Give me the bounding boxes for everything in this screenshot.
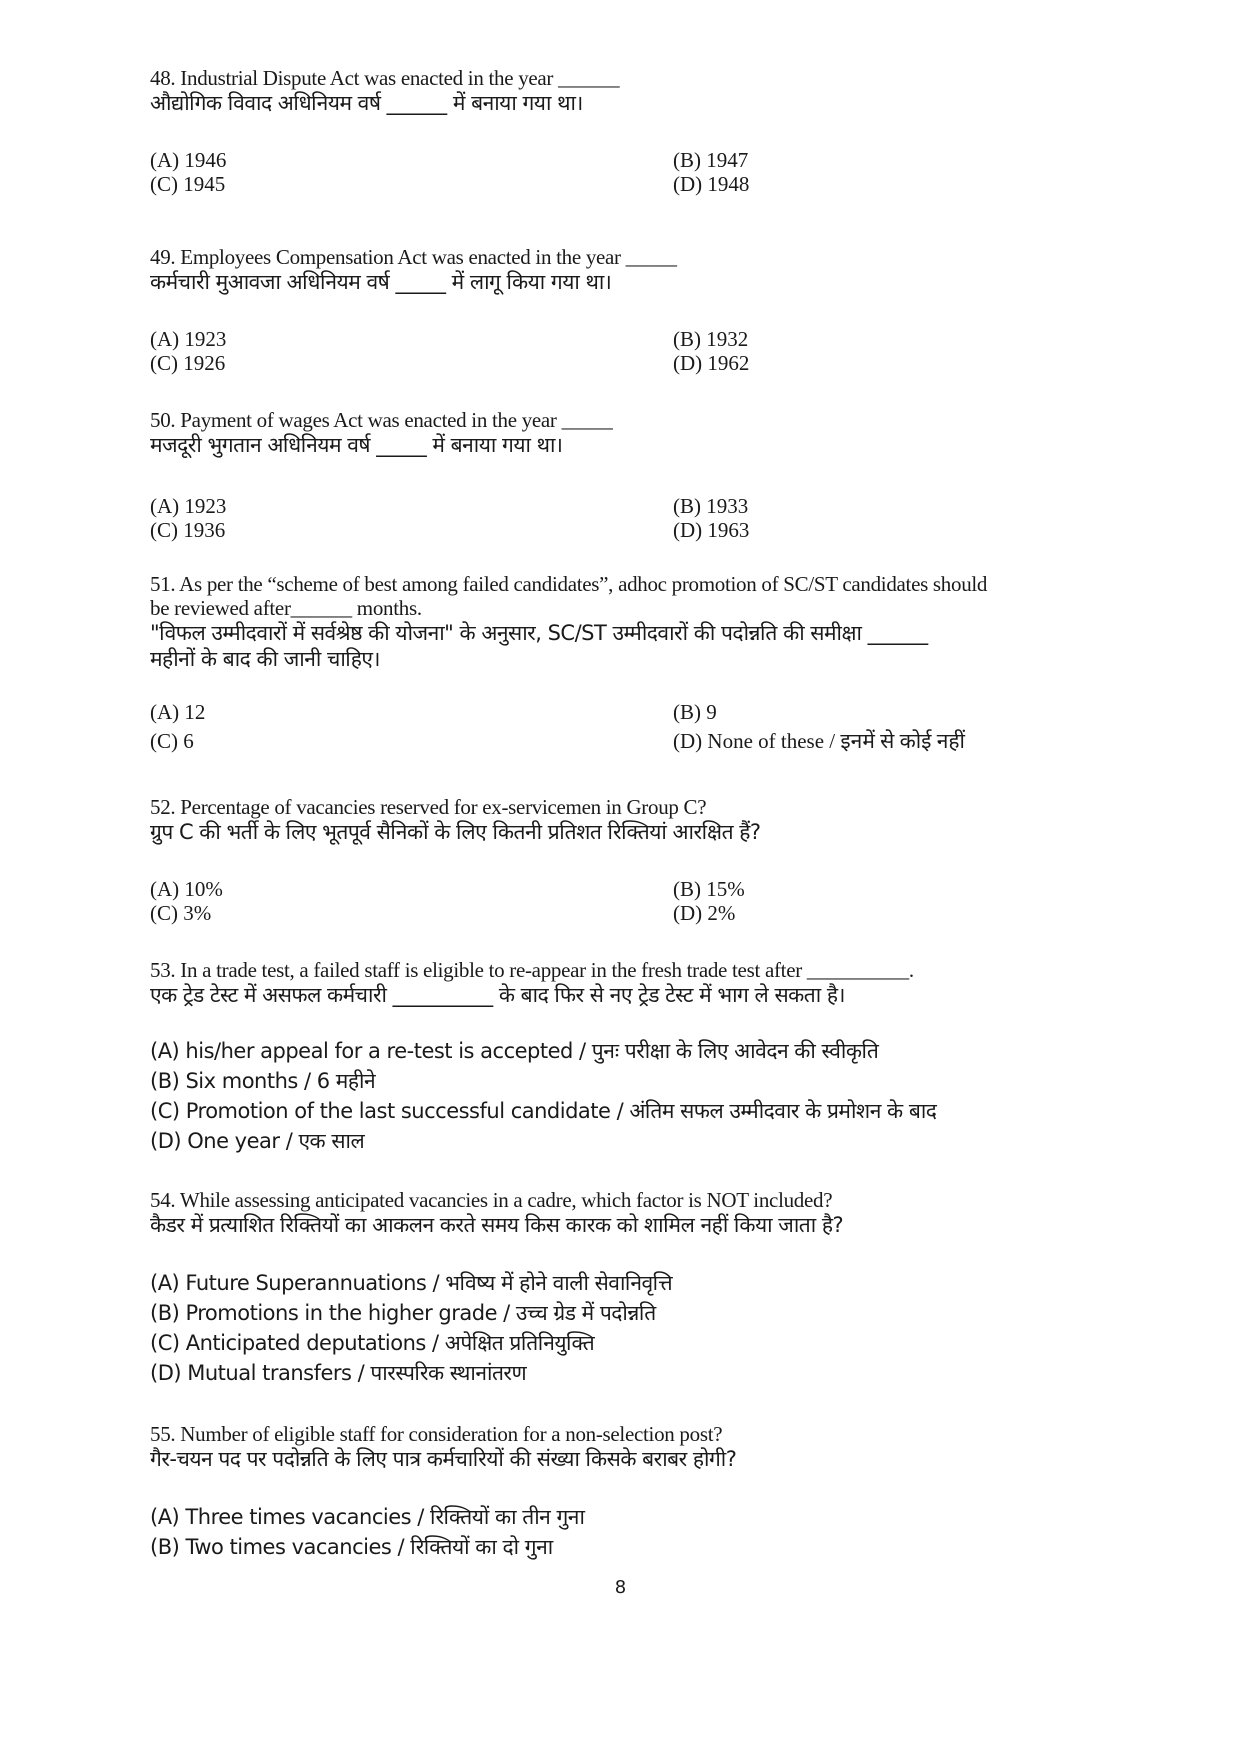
option-d: (D) One year / एक साल bbox=[150, 1129, 365, 1153]
options bbox=[150, 494, 1100, 542]
question-text-en: 55. Number of eligible staff for consideration for a non-selection post? bbox=[150, 1422, 723, 1446]
option-b: (B) Two times vacancies / रिक्तियों का दो गुना bbox=[150, 1535, 553, 1559]
option-d: (D) 1962 bbox=[673, 351, 750, 375]
option-c: (C) 3% bbox=[150, 901, 212, 925]
option-b: (B) 15% bbox=[673, 877, 745, 901]
option-d: (D) 2% bbox=[673, 901, 736, 925]
option-b: (B) Six months / 6 महीने bbox=[150, 1069, 376, 1093]
option-c: (C) Anticipated deputations / अपेक्षित प्रतिनियुक्ति bbox=[150, 1331, 595, 1355]
option-d: (D) 1963 bbox=[673, 518, 750, 542]
option-c: (C) 1936 bbox=[150, 518, 226, 542]
question-text-hi-line2: महीनों के बाद की जानी चाहिए। bbox=[150, 647, 380, 671]
question-text-en: 48. Industrial Dispute Act was enacted in the year ______ bbox=[150, 66, 620, 90]
question-text-hi: मजदूरी भुगतान अधिनियम वर्ष _____ में बनाया गया था। bbox=[150, 433, 563, 457]
option-a: (A) 12 bbox=[150, 700, 206, 724]
option-a: (A) Future Superannuations / भविष्य में होने वाली सेवानिवृत्ति bbox=[150, 1271, 673, 1295]
options bbox=[150, 148, 1100, 196]
option-a: (A) his/her appeal for a re-test is accepted / पुनः परीक्षा के लिए आवेदन की स्वीकृति bbox=[150, 1039, 879, 1063]
question-text-en: 50. Payment of wages Act was enacted in the year _____ bbox=[150, 408, 613, 432]
question-text-en-line2: be reviewed after______ months. bbox=[150, 596, 422, 620]
option-c: (C) 1926 bbox=[150, 351, 226, 375]
option-b: (B) 1933 bbox=[673, 494, 749, 518]
option-a: (A) 1923 bbox=[150, 494, 227, 518]
question-text-hi: एक ट्रेड टेस्ट में असफल कर्मचारी __________ के बाद फिर से नए ट्रेड टेस्ट में भाग ले सकता है। bbox=[150, 983, 845, 1007]
question-text-hi: औद्योगिक विवाद अधिनियम वर्ष ______ में बनाया गया था। bbox=[150, 91, 583, 115]
option-a: (A) 10% bbox=[150, 877, 223, 901]
question-text-en: 54. While assessing anticipated vacancies in a cadre, which factor is NOT included? bbox=[150, 1188, 833, 1212]
question-48 bbox=[150, 66, 1100, 196]
option-a: (A) 1923 bbox=[150, 327, 227, 351]
question-text-hi: कर्मचारी मुआवजा अधिनियम वर्ष _____ में लागू किया गया था। bbox=[150, 270, 612, 294]
question-text-hi: ग्रुप C की भर्ती के लिए भूतपूर्व सैनिकों के लिए कितनी प्रतिशत रिक्तियां आरक्षित हैं? bbox=[150, 820, 761, 844]
options bbox=[150, 1268, 1100, 1388]
option-d: (D) None of these / इनमें से कोई नहीं bbox=[673, 729, 965, 753]
options bbox=[150, 877, 1100, 925]
question-text-en: 52. Percentage of vacancies reserved for ex-servicemen in Group C? bbox=[150, 795, 707, 819]
options bbox=[150, 1502, 1100, 1562]
question-53 bbox=[150, 958, 1100, 1156]
option-a: (A) Three times vacancies / रिक्तियों का तीन गुना bbox=[150, 1505, 585, 1529]
options bbox=[150, 1036, 1100, 1156]
page-number: 8 bbox=[614, 1577, 627, 1598]
option-b: (B) 9 bbox=[673, 700, 717, 724]
question-text-en-line1: 51. As per the “scheme of best among failed candidates”, adhoc promotion of SC/ST candidates should bbox=[150, 572, 988, 596]
question-50 bbox=[150, 408, 1100, 542]
option-c: (C) Promotion of the last successful candidate / अंतिम सफल उम्मीदवार के प्रमोशन के बाद bbox=[150, 1099, 937, 1123]
question-52 bbox=[150, 795, 1100, 925]
options bbox=[150, 700, 1100, 758]
option-c: (C) 6 bbox=[150, 729, 194, 753]
option-c: (C) 1945 bbox=[150, 172, 226, 196]
question-51 bbox=[150, 572, 1100, 758]
option-a: (A) 1946 bbox=[150, 148, 227, 172]
option-b: (B) 1932 bbox=[673, 327, 749, 351]
option-d: (D) Mutual transfers / पारस्परिक स्थानांतरण bbox=[150, 1361, 527, 1385]
question-text-en: 53. In a trade test, a failed staff is eligible to re-appear in the fresh trade test after __________. bbox=[150, 958, 914, 982]
question-55 bbox=[150, 1422, 1100, 1562]
option-d: (D) 1948 bbox=[673, 172, 750, 196]
question-text-en: 49. Employees Compensation Act was enacted in the year _____ bbox=[150, 245, 677, 269]
options bbox=[150, 327, 1100, 375]
question-text-hi-line1: "विफल उम्मीदवारों में सर्वश्रेष्ठ की योजना" के अनुसार, SC/ST उम्मीदवारों की पदोन्नति की समीक्षा ______ bbox=[150, 621, 928, 645]
question-text-hi: कैडर में प्रत्याशित रिक्तियों का आकलन करते समय किस कारक को शामिल नहीं किया जाता है? bbox=[150, 1213, 844, 1237]
option-b: (B) Promotions in the higher grade / उच्च ग्रेड में पदोन्नति bbox=[150, 1301, 656, 1325]
question-49 bbox=[150, 245, 1100, 375]
option-b: (B) 1947 bbox=[673, 148, 749, 172]
question-54 bbox=[150, 1188, 1100, 1388]
question-text-hi: गैर-चयन पद पर पदोन्नति के लिए पात्र कर्मचारियों की संख्या किसके बराबर होगी? bbox=[150, 1447, 737, 1471]
